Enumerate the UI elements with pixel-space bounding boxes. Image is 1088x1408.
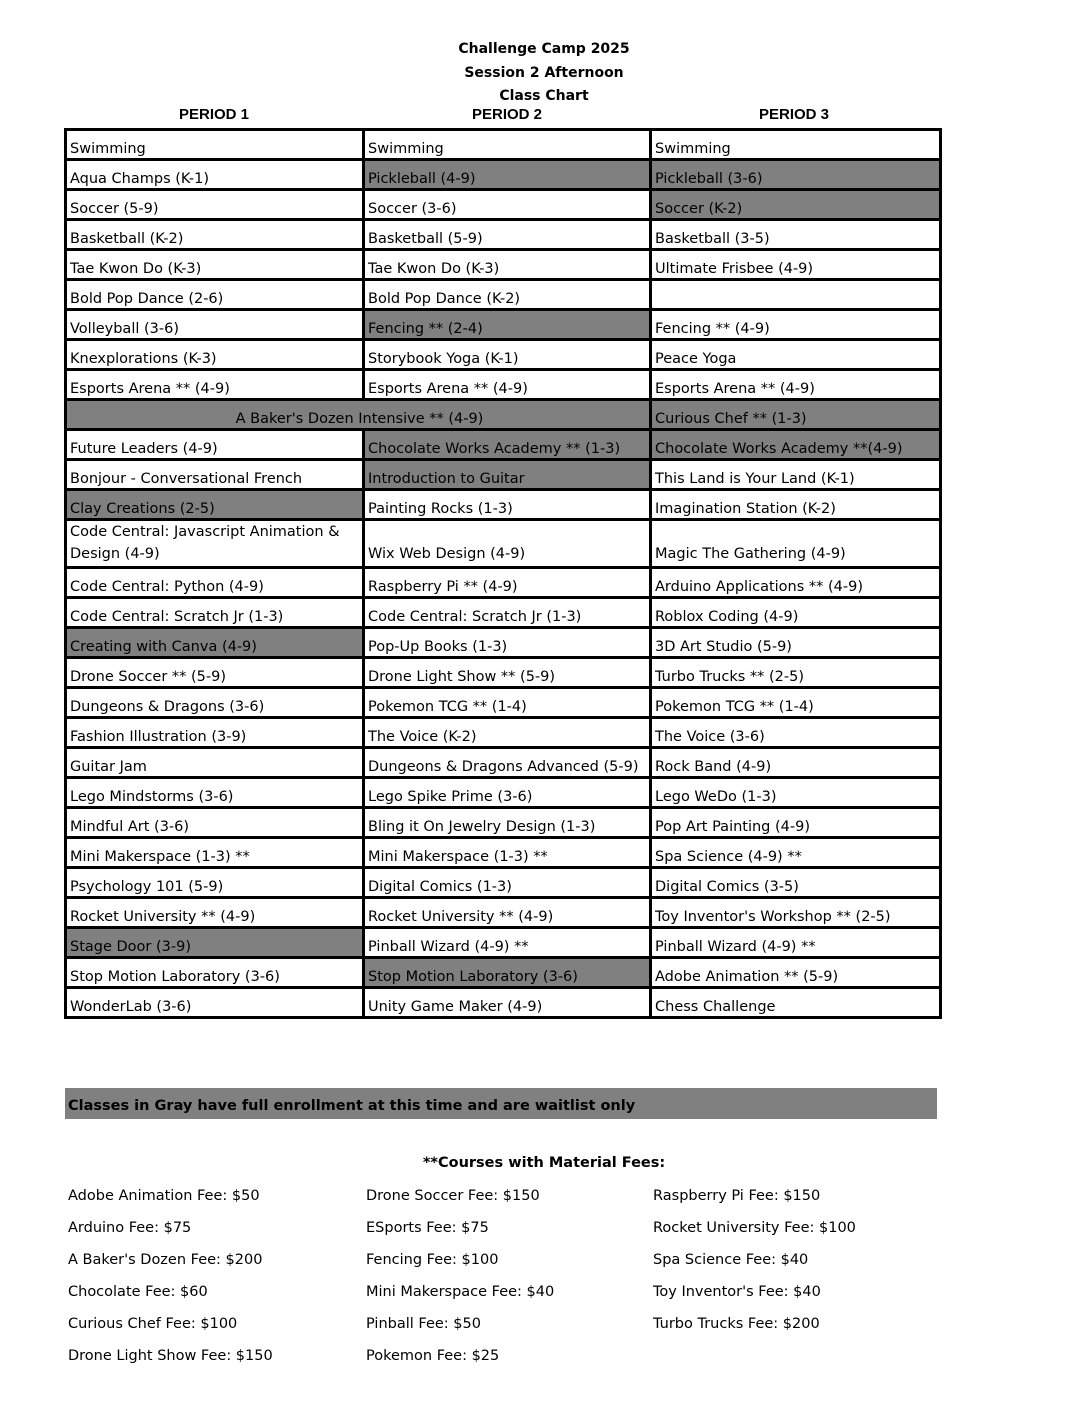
fee-item: A Baker's Dozen Fee: $200	[68, 1252, 263, 1268]
class-cell: The Voice (3-6)	[651, 718, 941, 748]
class-cell: Drone Soccer ** (5-9)	[66, 658, 364, 688]
class-cell: Esports Arena ** (4-9)	[66, 370, 364, 400]
fees-column-3	[653, 1185, 856, 1345]
class-cell: Fencing ** (2-4)	[364, 310, 651, 340]
chart-row	[66, 808, 941, 838]
class-cell: Peace Yoga	[651, 340, 941, 370]
fee-item: Pokemon Fee: $25	[366, 1348, 500, 1364]
class-cell: Pinball Wizard (4-9) **	[651, 928, 941, 958]
fee-item: ESports Fee: $75	[366, 1220, 489, 1236]
chart-row	[66, 688, 941, 718]
class-cell: Stop Motion Laboratory (3-6)	[66, 958, 364, 988]
class-cell: 3D Art Studio (5-9)	[651, 628, 941, 658]
class-cell: WonderLab (3-6)	[66, 988, 364, 1018]
class-cell: Soccer (3-6)	[364, 190, 651, 220]
chart-row	[66, 778, 941, 808]
class-cell: Bonjour - Conversational French	[66, 460, 364, 490]
class-cell: Introduction to Guitar	[364, 460, 651, 490]
class-cell: Creating with Canva (4-9)	[66, 628, 364, 658]
class-cell: Swimming	[66, 130, 364, 160]
class-cell: Lego Mindstorms (3-6)	[66, 778, 364, 808]
class-cell: Tae Kwon Do (K-3)	[66, 250, 364, 280]
class-cell: Pinball Wizard (4-9) **	[364, 928, 651, 958]
chart-row	[66, 400, 941, 430]
fee-item: Drone Soccer Fee: $150	[366, 1188, 540, 1204]
fee-item: Pinball Fee: $50	[366, 1316, 481, 1332]
class-cell: Digital Comics (1-3)	[364, 868, 651, 898]
class-cell: Chocolate Works Academy **(4-9)	[651, 430, 941, 460]
class-cell: Code Central: Javascript Animation & Design (4-9)	[66, 520, 364, 568]
class-cell: Mindful Art (3-6)	[66, 808, 364, 838]
class-cell: Swimming	[651, 130, 941, 160]
class-cell: Pickleball (3-6)	[651, 160, 941, 190]
class-cell: Bold Pop Dance (2-6)	[66, 280, 364, 310]
chart-row	[66, 748, 941, 778]
class-cell: Bling it On Jewelry Design (1-3)	[364, 808, 651, 838]
camp-title: Challenge Camp 2025	[458, 41, 630, 57]
class-cell: Clay Creations (2-5)	[66, 490, 364, 520]
class-cell: Digital Comics (3-5)	[651, 868, 941, 898]
class-cell: Dungeons & Dragons (3-6)	[66, 688, 364, 718]
fee-item: Adobe Animation Fee: $50	[68, 1188, 260, 1204]
class-cell: Code Central: Scratch Jr (1-3)	[66, 598, 364, 628]
chart-row	[66, 958, 941, 988]
class-cell: Basketball (K-2)	[66, 220, 364, 250]
class-cell: Pop Art Painting (4-9)	[651, 808, 941, 838]
chart-row	[66, 598, 941, 628]
class-cell: Mini Makerspace (1-3) **	[364, 838, 651, 868]
class-cell: Arduino Applications ** (4-9)	[651, 568, 941, 598]
waitlist-legend: Classes in Gray have full enrollment at this time and are waitlist only	[65, 1088, 937, 1119]
class-cell: Code Central: Python (4-9)	[66, 568, 364, 598]
class-cell: The Voice (K-2)	[364, 718, 651, 748]
chart-row	[66, 370, 941, 400]
class-cell: Aqua Champs (K-1)	[66, 160, 364, 190]
chart-row	[66, 340, 941, 370]
class-cell: Dungeons & Dragons Advanced (5-9)	[364, 748, 651, 778]
class-cell: Chocolate Works Academy ** (1-3)	[364, 430, 651, 460]
class-cell: Volleyball (3-6)	[66, 310, 364, 340]
class-cell: Rocket University ** (4-9)	[66, 898, 364, 928]
class-cell: Code Central: Scratch Jr (1-3)	[364, 598, 651, 628]
chart-row	[66, 988, 941, 1018]
class-cell: Turbo Trucks ** (2-5)	[651, 658, 941, 688]
material-fees-heading: **Courses with Material Fees:	[422, 1155, 666, 1171]
class-cell: Rock Band (4-9)	[651, 748, 941, 778]
class-cell: Swimming	[364, 130, 651, 160]
class-cell: Bold Pop Dance (K-2)	[364, 280, 651, 310]
fees-column-1	[68, 1185, 273, 1377]
class-cell: Magic The Gathering (4-9)	[651, 520, 941, 568]
class-cell: This Land is Your Land (K-1)	[651, 460, 941, 490]
class-cell: Stage Door (3-9)	[66, 928, 364, 958]
class-cell: Imagination Station (K-2)	[651, 490, 941, 520]
fee-item: Fencing Fee: $100	[366, 1252, 499, 1268]
class-cell: Chess Challenge	[651, 988, 941, 1018]
fee-item: Mini Makerspace Fee: $40	[366, 1284, 555, 1300]
chart-row	[66, 250, 941, 280]
class-cell: Esports Arena ** (4-9)	[364, 370, 651, 400]
fees-column-2	[366, 1185, 554, 1377]
class-cell: Pickleball (4-9)	[364, 160, 651, 190]
fee-item: Arduino Fee: $75	[68, 1220, 192, 1236]
class-cell: Pop-Up Books (1-3)	[364, 628, 651, 658]
class-cell: Psychology 101 (5-9)	[66, 868, 364, 898]
fee-item: Spa Science Fee: $40	[653, 1252, 809, 1268]
chart-row	[66, 430, 941, 460]
class-cell	[651, 280, 941, 310]
period-1-heading: PERIOD 1	[178, 106, 250, 123]
chart-row	[66, 658, 941, 688]
class-cell: Future Leaders (4-9)	[66, 430, 364, 460]
class-cell: Ultimate Frisbee (4-9)	[651, 250, 941, 280]
class-cell: Tae Kwon Do (K-3)	[364, 250, 651, 280]
class-cell: Curious Chef ** (1-3)	[651, 400, 941, 430]
class-cell: Painting Rocks (1-3)	[364, 490, 651, 520]
chart-row	[66, 718, 941, 748]
class-cell: Adobe Animation ** (5-9)	[651, 958, 941, 988]
class-cell: Soccer (5-9)	[66, 190, 364, 220]
class-cell: Fashion Illustration (3-9)	[66, 718, 364, 748]
class-cell: Rocket University ** (4-9)	[364, 898, 651, 928]
fee-item: Raspberry Pi Fee: $150	[653, 1188, 821, 1204]
chart-row	[66, 130, 941, 160]
chart-row	[66, 280, 941, 310]
class-cell: Wix Web Design (4-9)	[364, 520, 651, 568]
class-chart-body	[66, 130, 941, 1018]
fee-item: Chocolate Fee: $60	[68, 1284, 208, 1300]
class-cell: Guitar Jam	[66, 748, 364, 778]
chart-row	[66, 190, 941, 220]
chart-row	[66, 838, 941, 868]
period-3-heading: PERIOD 3	[758, 106, 830, 123]
class-cell: Soccer (K-2)	[651, 190, 941, 220]
chart-row	[66, 160, 941, 190]
fee-item: Toy Inventor's Fee: $40	[653, 1284, 821, 1300]
class-cell: Fencing ** (4-9)	[651, 310, 941, 340]
chart-row	[66, 220, 941, 250]
chart-row	[66, 868, 941, 898]
chart-row	[66, 568, 941, 598]
chart-row	[66, 628, 941, 658]
chart-row	[66, 520, 941, 568]
class-cell: Lego Spike Prime (3-6)	[364, 778, 651, 808]
class-cell: Mini Makerspace (1-3) **	[66, 838, 364, 868]
class-cell: Toy Inventor's Workshop ** (2-5)	[651, 898, 941, 928]
fee-item: Curious Chef Fee: $100	[68, 1316, 238, 1332]
class-cell: Basketball (3-5)	[651, 220, 941, 250]
chart-row	[66, 898, 941, 928]
class-cell: Stop Motion Laboratory (3-6)	[364, 958, 651, 988]
fee-item: Turbo Trucks Fee: $200	[653, 1316, 820, 1332]
class-cell: Pokemon TCG ** (1-4)	[651, 688, 941, 718]
class-cell: Basketball (5-9)	[364, 220, 651, 250]
session-title: Session 2 Afternoon	[464, 65, 624, 81]
class-cell: Roblox Coding (4-9)	[651, 598, 941, 628]
class-cell: Pokemon TCG ** (1-4)	[364, 688, 651, 718]
class-chart-table	[64, 128, 942, 1019]
class-cell: Lego WeDo (1-3)	[651, 778, 941, 808]
class-cell: Unity Game Maker (4-9)	[364, 988, 651, 1018]
class-cell: Raspberry Pi ** (4-9)	[364, 568, 651, 598]
fee-item: Drone Light Show Fee: $150	[68, 1348, 273, 1364]
class-cell: A Baker's Dozen Intensive ** (4-9)	[66, 400, 651, 430]
class-cell: Storybook Yoga (K-1)	[364, 340, 651, 370]
fee-item: Rocket University Fee: $100	[653, 1220, 856, 1236]
period-2-heading: PERIOD 2	[471, 106, 543, 123]
chart-row	[66, 460, 941, 490]
class-cell: Esports Arena ** (4-9)	[651, 370, 941, 400]
chart-title: Class Chart	[499, 88, 589, 104]
chart-row	[66, 310, 941, 340]
class-cell: Spa Science (4-9) **	[651, 838, 941, 868]
class-cell: Drone Light Show ** (5-9)	[364, 658, 651, 688]
chart-row	[66, 490, 941, 520]
class-cell: Knexplorations (K-3)	[66, 340, 364, 370]
chart-row	[66, 928, 941, 958]
